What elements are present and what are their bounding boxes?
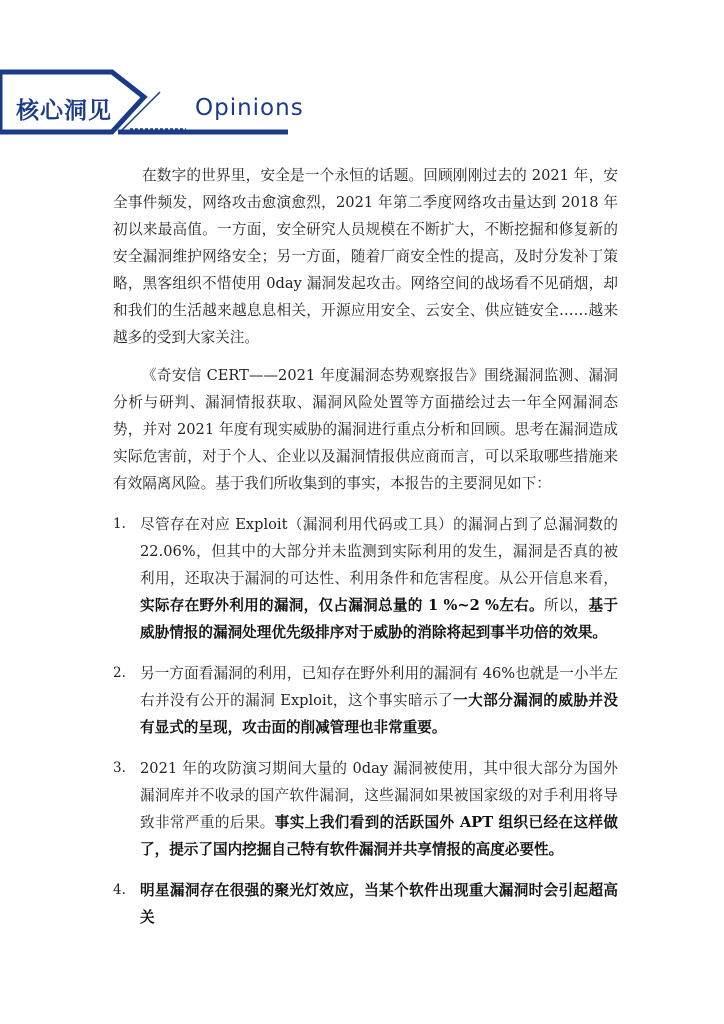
list-item-emphasis: 事实上我们看到的活跃国外 APT 组织已经在这样做了，提示了国内挖掘自己特有软件漏洞并共享情报的高度必要性。 (140, 814, 618, 858)
list-item-emphasis: 一大部分漏洞的威胁并没有显式的呈现，攻击面的削减管理也非常重要。 (140, 692, 618, 736)
document-body (113, 162, 618, 945)
list-item (113, 877, 618, 931)
intro-paragraph: 在数字的世界里，安全是一个永恒的话题。回顾刚刚过去的 2021 年，安全事件频发，网络攻击愈演愈烈，2021 年第二季度网络攻击量达到 2018 年初以来最高值。一方面，安全研究人员规模在不断扩大，不断挖掘和修复新的安全漏洞维护网络安全；另一方面，随着厂商安全性的提高，及时分发补丁策略，黑客组织不惜使用 0day 漏洞发起攻击。网络空间的战场看不见硝烟，却和我们的生活越来越息息相关，开源应用安全、云安全、供应链安全……越来越多的受到大家关注。 (113, 167, 618, 346)
list-item-number: 3. (113, 760, 126, 776)
list-item (113, 511, 618, 646)
list-item-text: 另一方面看漏洞的利用，已知存在野外利用的漏洞有 46%也就是一小半左右并没有公开的漏洞 Exploit，这个事实暗示了 (140, 665, 618, 709)
report-overview-paragraph: 《奇安信 CERT——2021 年度漏洞态势观察报告》围绕漏洞监测、漏洞分析与研判、漏洞情报获取、漏洞风险处置等方面描绘过去一年全网漏洞态势，并对 2021 年度有现实威胁的漏洞进行重点分析和回顾。思考在漏洞造成实际危害前，对于个人、企业以及漏洞情报供应商而言，可以采取哪些措施来有效隔离风险。基于我们所收集到的事实，本报告的主要洞见如下： (113, 367, 618, 492)
list-item-text: 2021 年的攻防演习期间大量的 0day 漏洞被使用，其中很大部分为国外漏洞库并不收录的国产软件漏洞，这些漏洞如果被国家级的对手利用将导致非常严重的后果。 (140, 760, 618, 831)
list-item (113, 755, 618, 863)
list-item-emphasis: 实际存在野外利用的漏洞，仅占漏洞总量的 1 %~2 %左右。 (140, 597, 544, 614)
list-item-text-continued: 所以， (543, 597, 589, 614)
list-item (113, 660, 618, 741)
insights-list (113, 511, 618, 931)
section-subtitle: Opinions (195, 95, 304, 121)
list-item-number: 1. (113, 516, 126, 532)
list-item-emphasis-continued: 基于威胁情报的漏洞处理优先级排序对于威胁的消除将起到事半功倍的效果。 (140, 597, 618, 641)
list-item-number: 4. (113, 882, 126, 898)
section-title: 核心洞见 (16, 98, 112, 124)
list-item-emphasis: 明星漏洞存在很强的聚光灯效应，当某个软件出现重大漏洞时会引起超高关 (140, 882, 618, 926)
list-item-number: 2. (113, 665, 126, 681)
list-item-text: 尽管存在对应 Exploit（漏洞利用代码或工具）的漏洞占到了总漏洞数的 22.06%，但其中的大部分并未监测到实际利用的发生，漏洞是否真的被利用，还取决于漏洞的可达性、利用条件和危害程度。从公开信息来看， (140, 516, 618, 587)
